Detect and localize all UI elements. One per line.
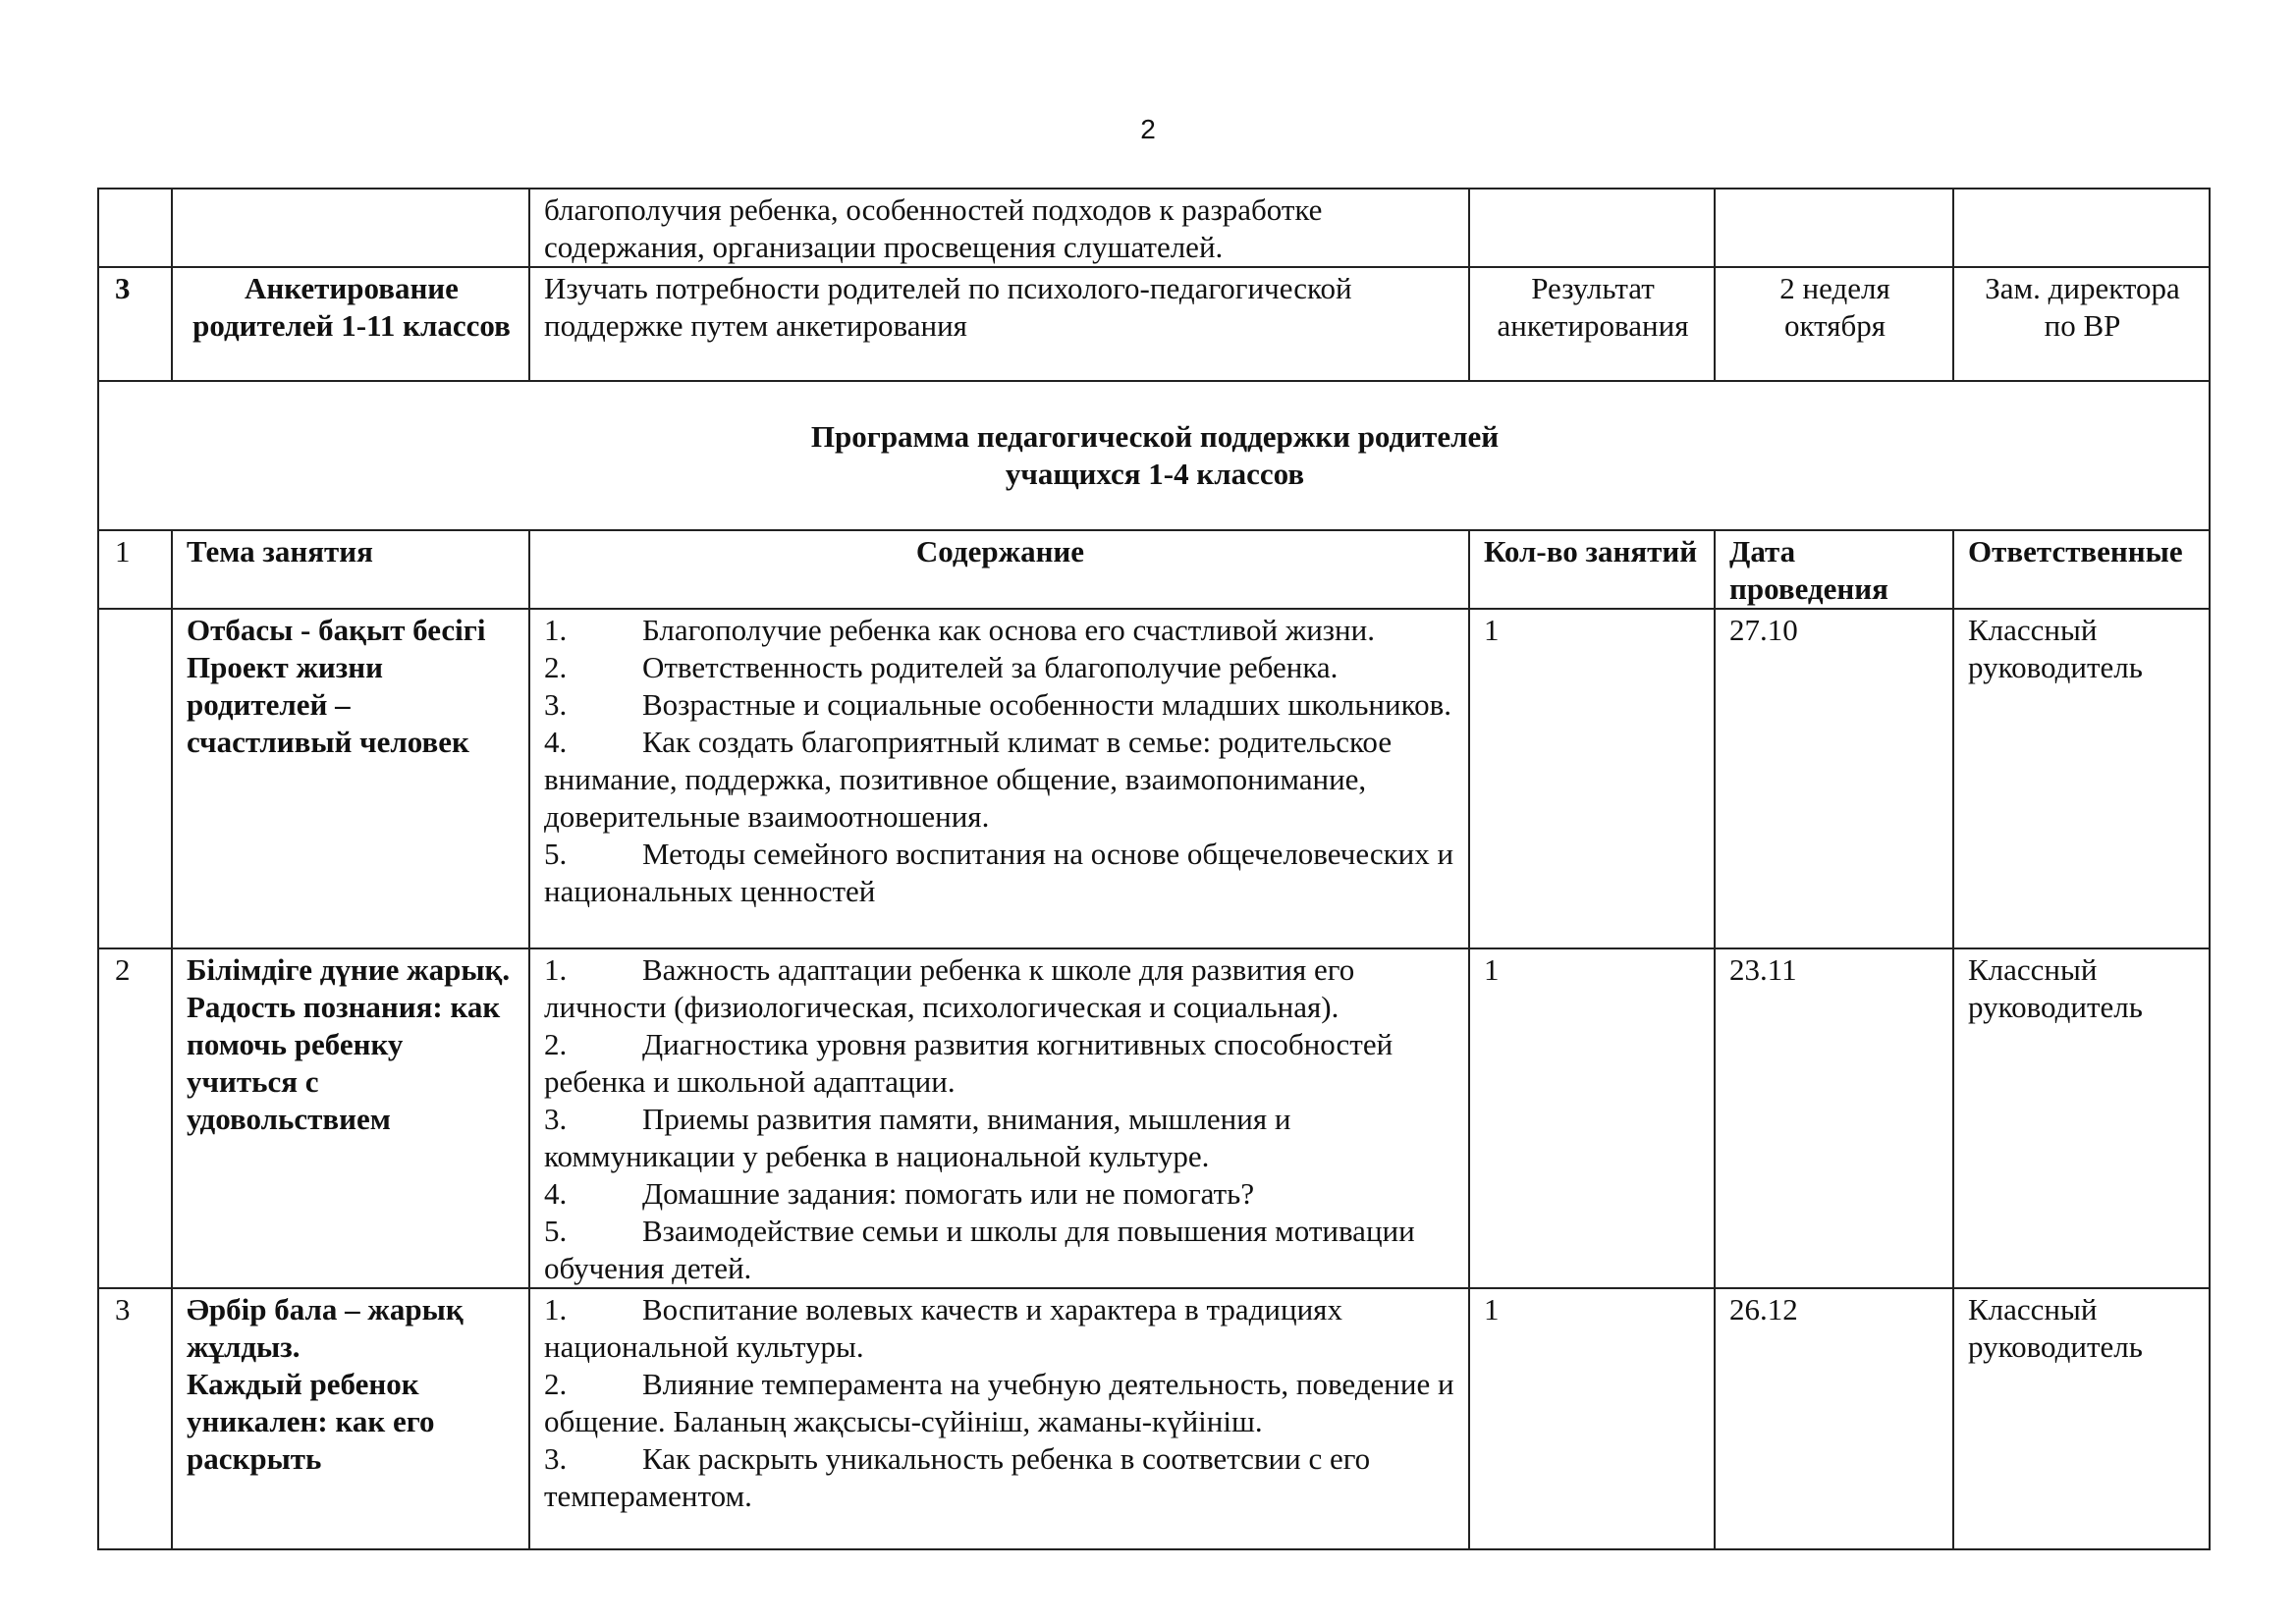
survey-date: 2 неделя октября: [1715, 267, 1953, 381]
survey-num: 3: [98, 267, 172, 381]
header-date: Дата проведения: [1715, 530, 1953, 609]
item-number: 4.: [544, 1176, 568, 1211]
item-text: Приемы развития памяти, внимания, мышления и коммуникации у ребенка в национальной культуре.: [544, 1102, 1291, 1173]
header-num: 1: [98, 530, 172, 609]
item-number: 3.: [544, 687, 568, 722]
item-text: Домашние задания: помогать или не помогать?: [642, 1176, 1255, 1211]
content-item: [544, 836, 1456, 910]
topic-line: Радость познания: как помочь ребенку учиться с удовольствием: [187, 990, 501, 1136]
table-row: [98, 609, 2210, 948]
content-item: [544, 1440, 1456, 1515]
item-text: Возрастные и социальные особенности младших школьников.: [642, 687, 1451, 722]
row-num: [98, 609, 172, 948]
survey-result: Результат анкетирования: [1469, 267, 1715, 381]
item-number: 2.: [544, 1367, 568, 1401]
topic-line: Проект жизни родителей – счастливый человек: [187, 650, 469, 759]
header-responsible: Ответственные: [1953, 530, 2210, 609]
survey-topic: Анкетирование родителей 1-11 классов: [172, 267, 529, 381]
continuation-content-cell: благополучия ребенка, особенностей подходов к разработке содержания, организации просвещения слушателей.: [529, 189, 1469, 267]
item-number: 5.: [544, 837, 568, 871]
continuation-date-cell: [1715, 189, 1953, 267]
table-row: [98, 1288, 2210, 1549]
continuation-topic-cell: [172, 189, 529, 267]
content-item: [544, 1213, 1456, 1287]
row-content: [529, 609, 1469, 948]
content-item: [544, 1291, 1456, 1366]
item-text: Воспитание волевых качеств и характера в традициях национальной культуры.: [544, 1292, 1342, 1364]
survey-row: [98, 267, 2210, 381]
row-count: 1: [1469, 948, 1715, 1288]
row-date: 27.10: [1715, 609, 1953, 948]
continuation-result-cell: [1469, 189, 1715, 267]
row-count: 1: [1469, 1288, 1715, 1549]
content-item: [544, 1101, 1456, 1175]
content-item: [544, 1175, 1456, 1213]
item-number: 4.: [544, 725, 568, 759]
item-number: 2.: [544, 650, 568, 684]
item-number: 1.: [544, 613, 568, 647]
item-text: Взаимодействие семьи и школы для повышения мотивации обучения детей.: [544, 1214, 1415, 1285]
item-text: Как раскрыть уникальность ребенка в соответсвии с его темпераментом.: [544, 1441, 1371, 1513]
item-text: Методы семейного воспитания на основе общечеловеческих и национальных ценностей: [544, 837, 1454, 908]
item-text: Влияние темперамента на учебную деятельность, поведение и общение. Баланың жақсысы-сүйініш, жаманы-күйініш.: [544, 1367, 1454, 1438]
topic-line: Каждый ребенок уникален: как его раскрыть: [187, 1367, 435, 1476]
header-content: Содержание: [529, 530, 1469, 609]
section-title-line1: Программа педагогической поддержки родителей: [810, 419, 1500, 454]
item-number: 1.: [544, 1292, 568, 1326]
continuation-responsible-cell: [1953, 189, 2210, 267]
item-text: Важность адаптации ребенка к школе для развития его личности (физиологическая, психологическая и социальная).: [544, 952, 1355, 1024]
content-item: [544, 724, 1456, 836]
table-row: [98, 948, 2210, 1288]
topic-line: Білімдіге дүние жарық.: [187, 952, 511, 987]
row-responsible: Классный руководитель: [1953, 948, 2210, 1288]
row-topic: [172, 1288, 529, 1549]
section-title-line2: учащихся 1-4 классов: [1005, 457, 1305, 491]
section-title-row: [98, 381, 2210, 530]
item-number: 3.: [544, 1102, 568, 1136]
row-num: 2: [98, 948, 172, 1288]
header-row: [98, 530, 2210, 609]
item-text: Благополучие ребенка как основа его счастливой жизни.: [642, 613, 1375, 647]
row-topic: [172, 948, 529, 1288]
survey-responsible: Зам. директора по ВР: [1953, 267, 2210, 381]
content-item: [544, 686, 1456, 724]
content-item: [544, 649, 1456, 686]
continuation-num-cell: [98, 189, 172, 267]
item-text: Как создать благоприятный климат в семье: родительское внимание, поддержка, позитивное общение, взаимопонимание, доверительные взаимоотношения.: [544, 725, 1393, 834]
item-number: 2.: [544, 1027, 568, 1061]
page-number: 2: [1140, 114, 1156, 144]
row-content: [529, 948, 1469, 1288]
row-content: [529, 1288, 1469, 1549]
content-item: [544, 612, 1456, 649]
item-text: Диагностика уровня развития когнитивных способностей ребенка и школьной адаптации.: [544, 1027, 1394, 1099]
item-text: Ответственность родителей за благополучие ребенка.: [642, 650, 1339, 684]
row-responsible: Классный руководитель: [1953, 609, 2210, 948]
item-number: 3.: [544, 1441, 568, 1476]
content-item: [544, 1026, 1456, 1101]
content-item: [544, 951, 1456, 1026]
row-count: 1: [1469, 609, 1715, 948]
item-number: 5.: [544, 1214, 568, 1248]
row-date: 26.12: [1715, 1288, 1953, 1549]
row-topic: [172, 609, 529, 948]
topic-line: Отбасы - бақыт бесігі: [187, 613, 486, 647]
continuation-row: [98, 189, 2210, 267]
row-num: 3: [98, 1288, 172, 1549]
topic-line: Әрбір бала – жарық жұлдыз.: [187, 1292, 464, 1364]
header-count: Кол-во занятий: [1469, 530, 1715, 609]
section-title: [98, 381, 2210, 530]
survey-content: Изучать потребности родителей по психолого-педагогической поддержке путем анкетирования: [529, 267, 1469, 381]
program-table: [97, 188, 2211, 1550]
content-item: [544, 1366, 1456, 1440]
row-responsible: Классный руководитель: [1953, 1288, 2210, 1549]
header-topic: Тема занятия: [172, 530, 529, 609]
row-date: 23.11: [1715, 948, 1953, 1288]
item-number: 1.: [544, 952, 568, 987]
